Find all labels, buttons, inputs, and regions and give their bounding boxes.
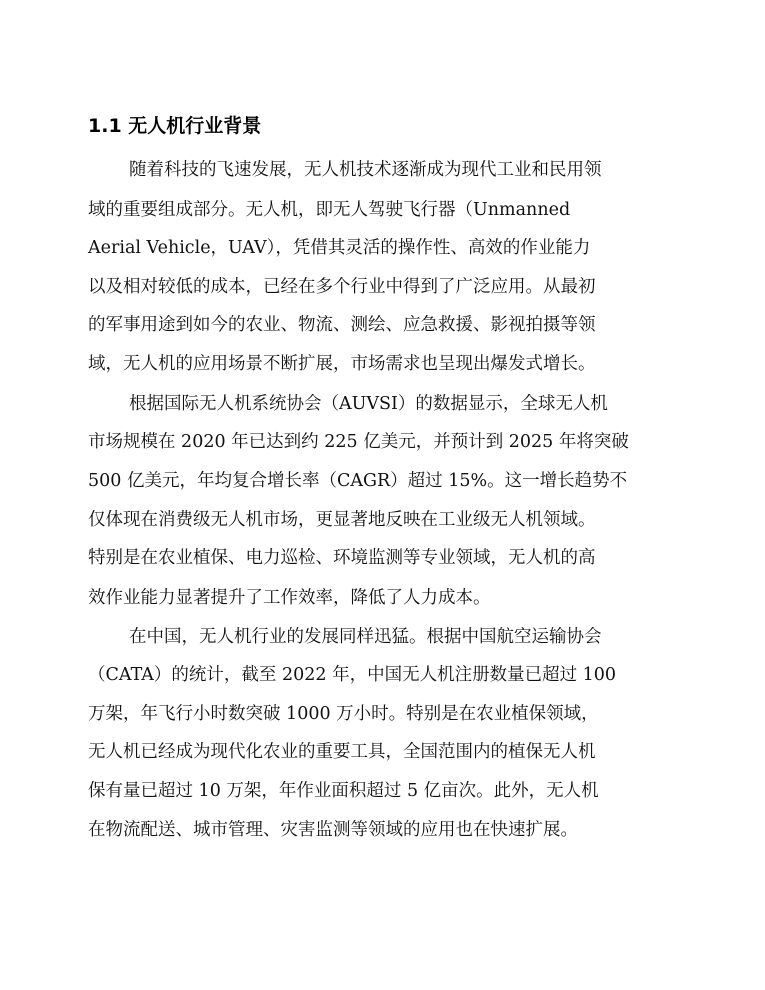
- paragraph-3-line-6: 在物流配送、城市管理、灾害监测等领域的应用也在快速扩展。: [88, 820, 578, 840]
- paragraph-2-line-3: 500 亿美元，年均复合增长率（CAGR）超过 15%。这一增长趋势不: [88, 471, 628, 491]
- paragraph-1-line-4: 以及相对较低的成本，已经在多个行业中得到了广泛应用。从最初: [88, 277, 596, 297]
- paragraph-2-line-6: 效作业能力显著提升了工作效率，降低了人力成本。: [88, 588, 491, 608]
- paragraph-3-line-1: 在中国，无人机行业的发展同样迅猛。根据中国航空运输协会: [129, 627, 602, 647]
- paragraph-1-line-2: 域的重要组成部分。无人机，即无人驾驶飞行器（Unmanned: [88, 200, 571, 220]
- paragraph-3-line-2: （CATA）的统计，截至 2022 年，中国无人机注册数量已超过 100: [88, 665, 617, 685]
- paragraph-2-line-2: 市场规模在 2020 年已达到约 225 亿美元，并预计到 2025 年将突破: [88, 432, 629, 452]
- paragraph-2-line-1: 根据国际无人机系统协会（AUVSI）的数据显示，全球无人机: [129, 394, 608, 414]
- paragraph-1-line-1: 随着科技的飞速发展，无人机技术逐渐成为现代工业和民用领: [129, 160, 602, 180]
- paragraph-3-line-5: 保有量已超过 10 万架，年作业面积超过 5 亿亩次。此外，无人机: [88, 781, 599, 801]
- paragraph-1-line-3: Aerial Vehicle，UAV），凭借其灵活的操作性、高效的作业能力: [88, 238, 591, 258]
- paragraph-3-line-3: 万架，年飞行小时数突破 1000 万小时。特别是在农业植保领域，: [88, 704, 599, 724]
- paragraph-2-line-5: 特别是在农业植保、电力巡检、环境监测等专业领域，无人机的高: [88, 548, 596, 568]
- paragraph-1-line-6: 域，无人机的应用场景不断扩展，市场需求也呈现出爆发式增长。: [88, 354, 596, 374]
- section-heading: 1.1 无人机行业背景: [88, 115, 262, 137]
- paragraph-3-line-4: 无人机已经成为现代化农业的重要工具，全国范围内的植保无人机: [88, 742, 596, 762]
- paragraph-2-line-4: 仅体现在消费级无人机市场，更显著地反映在工业级无人机领域。: [88, 510, 596, 530]
- paragraph-1-line-5: 的军事用途到如今的农业、物流、测绘、应急救援、影视拍摄等领: [88, 315, 596, 335]
